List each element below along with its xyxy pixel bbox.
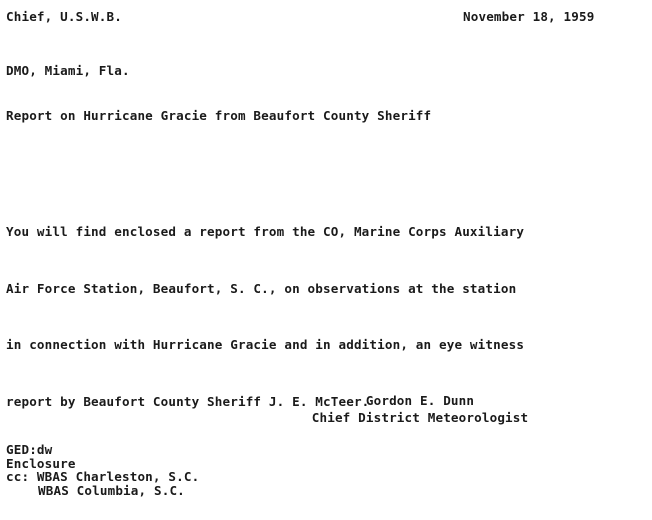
signature-name: Gordon E. Dunn xyxy=(365,393,475,408)
signature-block xyxy=(300,392,540,426)
memo-footer xyxy=(6,443,199,497)
memo-recipient: Chief, U.S.W.B. xyxy=(6,9,122,24)
memo-sender: DMO, Miami, Fla. xyxy=(6,63,130,78)
enclosure-note: Enclosure xyxy=(6,455,76,471)
typist-initials: GED:dw xyxy=(6,442,53,457)
cc-line: cc: WBAS Charleston, S.C. xyxy=(6,469,200,485)
body-line: report by Beaufort County Sheriff J. E. McTeer. xyxy=(6,393,370,409)
body-line: Air Force Station, Beaufort, S. C., on observations at the station xyxy=(6,280,517,296)
memo-subject: Report on Hurricane Gracie from Beaufort County Sheriff xyxy=(6,108,432,123)
signature-title: Chief District Meteorologist xyxy=(311,410,529,425)
body-line: in connection with Hurricane Gracie and in addition, an eye witness xyxy=(6,337,525,352)
body-line: You will find enclosed a report from the CO, Marine Corps Auxiliary xyxy=(6,224,525,239)
memo-date: November 18, 1959 xyxy=(463,9,595,24)
cc-line: WBAS Columbia, S.C. xyxy=(38,482,185,498)
